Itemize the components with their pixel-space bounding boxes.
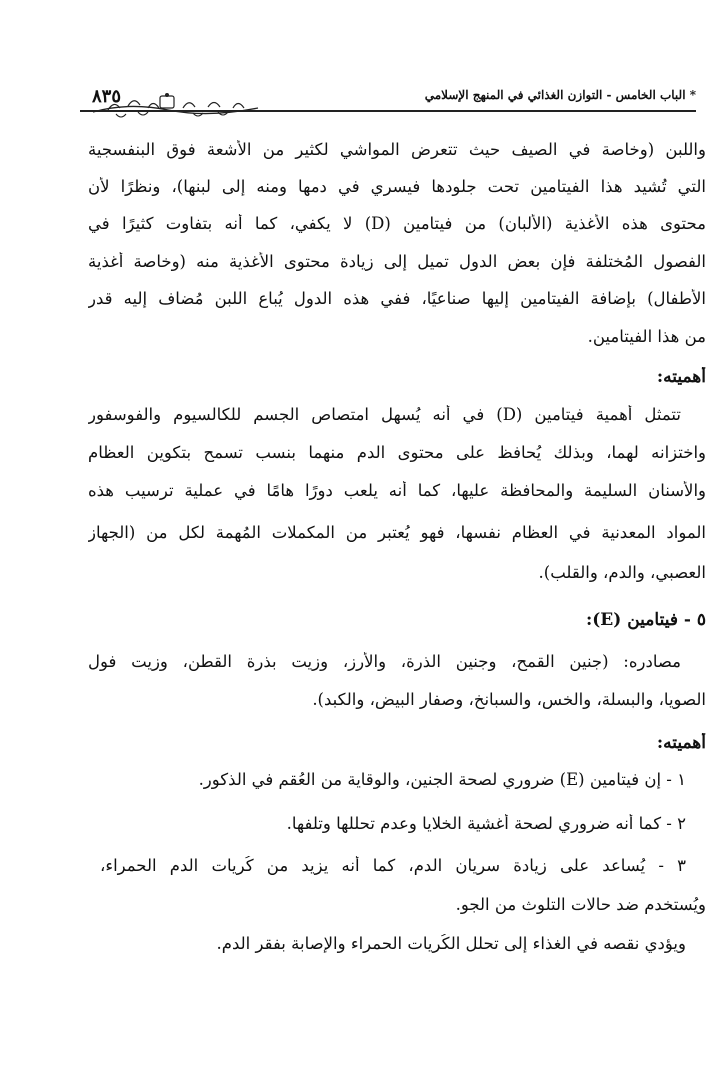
text-line: التي تُشيد هذا الفيتامين تحت جلودها فيسري في دمها ومنه إلى لبنها)، ونظرًا لأن	[88, 177, 706, 196]
text-line: واختزانه لهما، وبذلك يُحافظ على محتوى الدم منهما بنسب تسمح بتكوين العظام	[88, 443, 706, 462]
text-line: محتوى هذه الأغذية (الألبان) من فيتامين (D) لا يكفي، كما أنه بتفاوت كثيرًا في	[88, 214, 706, 233]
text-line: واللبن (وخاصة في الصيف حيث تتعرض المواشي لكثير من الأشعة فوق البنفسجية	[88, 140, 706, 159]
text-line: ويؤدي نقصه في الغذاء إلى تحلل الكُريات الحمراء والإصابة بفقر الدم.	[216, 934, 686, 953]
text-line: المواد المعدنية في العظام نفسها، فهو يُعتبر من المكملات المُهمة لكل من (الجهاز	[88, 523, 706, 542]
text-line: الصويا، والبسلة، والخس، والسبانخ، وصفار البيض، والكبد).	[312, 690, 706, 709]
importance-heading: أهميته:	[656, 733, 706, 753]
list-item: ٢ - كما أنه ضروري لصحة أغشية الخلايا وعدم تحللها وتلفها.	[286, 814, 686, 833]
header-rule	[80, 110, 696, 112]
text-line: من هذا الفيتامين.	[587, 327, 706, 346]
list-item: ٣ - يُساعد على زيادة سريان الدم، كما أنه يزيد من كُريات الدم الحمراء،	[100, 856, 686, 875]
running-header	[80, 80, 696, 116]
text-line: والأسنان السليمة والمحافظة عليها، كما أنه يلعب دورًا هامًا في عملية ترسيب هذه	[88, 481, 706, 500]
page-number: ٨٣٥	[92, 86, 122, 107]
text-line: الأطفال) بإضافة الفيتامين إليها صناعيًا، ففي هذه الدول يُباع اللبن مُضاف إليه قدر	[88, 289, 706, 308]
list-item: ١ - إن فيتامين (E) ضروري لصحة الجنين، والوقاية من العُقم في الذكور.	[198, 770, 686, 789]
running-title: * الباب الخامس - التوازن الغذائي في المنهج الإسلامي	[424, 88, 696, 102]
text-line: الفصول المُختلفة فإن بعض الدول تميل إلى زيادة محتوى الأغذية منه (وخاصة أغذية	[88, 252, 706, 271]
list-item-continuation: ويُستخدم ضد حالات التلوث من الجو.	[455, 895, 706, 914]
text-line: تتمثل أهمية فيتامين (D) في أنه يُسهل امتصاص الجسم للكالسيوم والفوسفور	[88, 405, 681, 424]
importance-heading: أهميته:	[656, 367, 706, 387]
text-line: العصبي، والدم، والقلب).	[538, 563, 706, 582]
section-heading: ٥ - فيتامين (E):	[585, 610, 706, 630]
text-line: مصادره: (جنين القمح، وجنين الذرة، والأرز، وزيت بذرة القطن، وزيت فول	[88, 652, 681, 671]
